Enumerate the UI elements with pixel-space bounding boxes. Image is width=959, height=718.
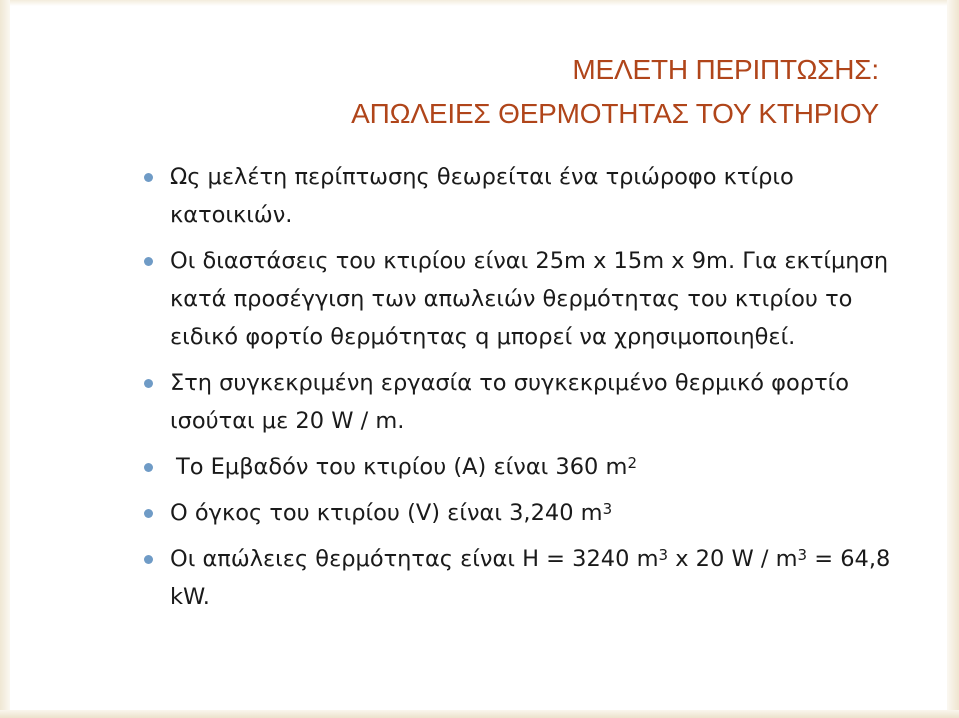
slide-title xyxy=(351,48,879,136)
bullet-text-6c: = 64,8 kW. xyxy=(170,546,891,610)
bullet-text-3: Στη συγκεκριμένη εργασία το συγκεκριμένο θερμικό φορτίο ισούται με 20 W / m. xyxy=(170,370,849,434)
bullet-item-3 xyxy=(170,364,905,440)
bullet-item-1 xyxy=(170,158,905,234)
title-line-1: ΜΕΛΕΤΗ ΠΕΡΙΠΤΩΣΗΣ: xyxy=(572,54,879,85)
bullet-item-2 xyxy=(170,242,905,356)
bullet-text-2: Οι διαστάσεις του κτιρίου είναι 25m x 15m x 9m. Για εκτίμηση κατά προσέγγιση των απωλειών θερμότητας του κτιρίου το ειδικό φορτίο θερμότητας q μπορεί να χρησιμοποιηθεί. xyxy=(170,248,889,350)
volume-unit-exponent: 3 xyxy=(602,500,613,518)
bullet-dot-icon xyxy=(144,257,153,266)
bullet-item-5 xyxy=(170,494,905,532)
bullet-text-5: Ο όγκος του κτιρίου (V) είναι 3,240 m xyxy=(170,500,603,526)
slide-border-right xyxy=(947,0,959,718)
slide-border-bottom xyxy=(0,710,959,718)
bullet-text-1: Ως μελέτη περίπτωσης θεωρείται ένα τριώροφο κτίριο κατοικιών. xyxy=(170,164,794,228)
slide-border-top xyxy=(0,0,959,6)
bullet-item-4 xyxy=(170,448,905,486)
heat-loss-exponent-2: 3 xyxy=(797,546,808,564)
bullet-text-6a: Οι απώλειες θερμότητας είναι H = 3240 m xyxy=(170,546,659,572)
title-line-2: ΑΠΩΛΕΙΕΣ ΘΕΡΜΟΤΗΤΑΣ ΤΟΥ ΚΤΗΡΙΟΥ xyxy=(351,98,879,129)
bullet-dot-icon xyxy=(144,173,153,182)
heat-loss-exponent-1: 3 xyxy=(658,546,669,564)
slide-border-left xyxy=(0,0,10,718)
bullet-text-4: Το Εμβαδόν του κτιρίου (A) είναι 360 m xyxy=(176,454,628,480)
bullet-dot-icon xyxy=(144,379,153,388)
bullet-dot-icon xyxy=(144,509,153,518)
bullet-dot-icon xyxy=(144,555,153,564)
bullet-list xyxy=(170,158,905,624)
bullet-dot-icon xyxy=(144,463,153,472)
area-unit-exponent: 2 xyxy=(627,454,637,472)
bullet-item-6 xyxy=(170,540,905,616)
bullet-text-6b: x 20 W / m xyxy=(668,546,798,572)
